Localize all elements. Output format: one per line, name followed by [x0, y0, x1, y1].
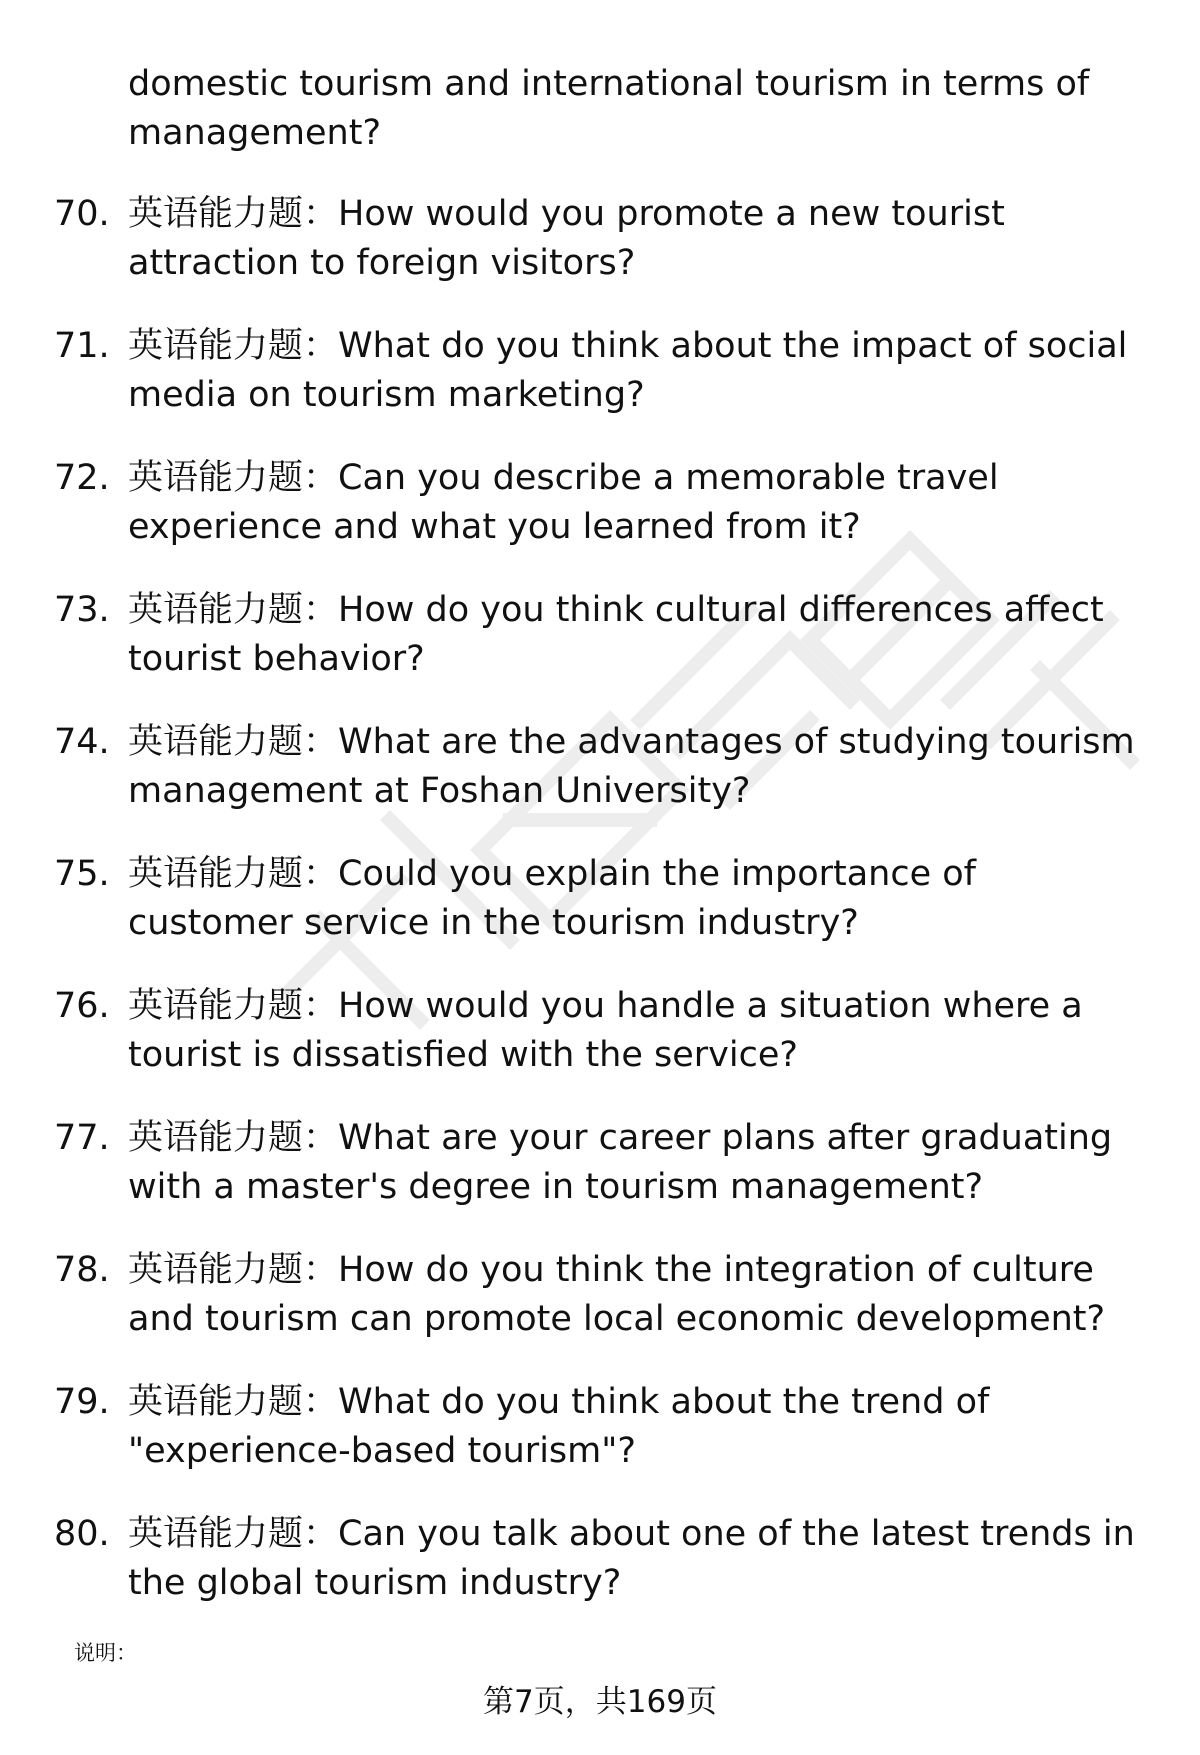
- question-list: [0, 190, 1200, 1642]
- question-number: 71.: [54, 326, 110, 366]
- question-text: [128, 982, 1148, 1080]
- question-category: 英语能力题：: [128, 1118, 339, 1158]
- question-category: 英语能力题：: [128, 590, 339, 630]
- note-label: 说明：: [74, 1641, 137, 1665]
- question-text: [128, 190, 1148, 288]
- question-item: [0, 850, 1200, 982]
- question-item: [0, 1378, 1200, 1510]
- question-category: 英语能力题：: [128, 1382, 339, 1422]
- question-category: 英语能力题：: [128, 326, 339, 366]
- question-item: [0, 586, 1200, 718]
- question-item: [0, 454, 1200, 586]
- question-category: 英语能力题：: [128, 458, 339, 498]
- question-number: 77.: [54, 1118, 110, 1158]
- question-body: How would you promote a new tourist attraction to foreign visitors?: [128, 194, 1005, 283]
- question-category: 英语能力题：: [128, 986, 339, 1026]
- question-item: [0, 322, 1200, 454]
- question-body: How do you think cultural differences affect tourist behavior?: [128, 590, 1104, 679]
- question-text: [128, 1114, 1148, 1212]
- question-item: [0, 718, 1200, 850]
- question-body: What do you think about the impact of social media on tourism marketing?: [128, 326, 1128, 415]
- question-text: [128, 1510, 1148, 1608]
- question-number: 72.: [54, 458, 110, 498]
- question-body: What are your career plans after graduating with a master's degree in tourism management?: [128, 1118, 1113, 1207]
- question-number: 76.: [54, 986, 110, 1026]
- question-body: Can you describe a memorable travel experience and what you learned from it?: [128, 458, 999, 547]
- question-body: Could you explain the importance of customer service in the tourism industry?: [128, 854, 976, 943]
- question-text: [128, 322, 1148, 420]
- question-text: [128, 454, 1148, 552]
- question-item: [0, 1246, 1200, 1378]
- question-number: 75.: [54, 854, 110, 894]
- question-category: 英语能力题：: [128, 1250, 339, 1290]
- question-number: 79.: [54, 1382, 110, 1422]
- question-item: [0, 1510, 1200, 1642]
- question-category: 英语能力题：: [128, 194, 339, 234]
- question-number: 73.: [54, 590, 110, 630]
- question-number: 70.: [54, 194, 110, 234]
- question-text: [128, 850, 1148, 948]
- page-number: 第7页，共169页: [483, 1684, 717, 1720]
- question-item: [0, 982, 1200, 1114]
- question-item: [0, 1114, 1200, 1246]
- question-category: 英语能力题：: [128, 722, 339, 762]
- question-text: [128, 1378, 1148, 1476]
- question-body: What are the advantages of studying tourism management at Foshan University?: [128, 722, 1135, 811]
- question-number: 80.: [54, 1514, 110, 1554]
- question-number: 78.: [54, 1250, 110, 1290]
- question-body: Can you talk about one of the latest trends in the global tourism industry?: [128, 1514, 1135, 1603]
- question-item: [0, 190, 1200, 322]
- question-body: How do you think the integration of culture and tourism can promote local economic development?: [128, 1250, 1106, 1339]
- question-text: [128, 586, 1148, 684]
- question-text: [128, 1246, 1148, 1344]
- question-69-continuation: domestic tourism and international tourism in terms of management?: [128, 64, 1090, 153]
- question-body: What do you think about the trend of "experience-based tourism"?: [128, 1382, 990, 1471]
- question-category: 英语能力题：: [128, 1514, 339, 1554]
- question-number: 74.: [54, 722, 110, 762]
- question-body: How would you handle a situation where a tourist is dissatisfied with the service?: [128, 986, 1083, 1075]
- question-text: [128, 718, 1148, 816]
- question-category: 英语能力题：: [128, 854, 339, 894]
